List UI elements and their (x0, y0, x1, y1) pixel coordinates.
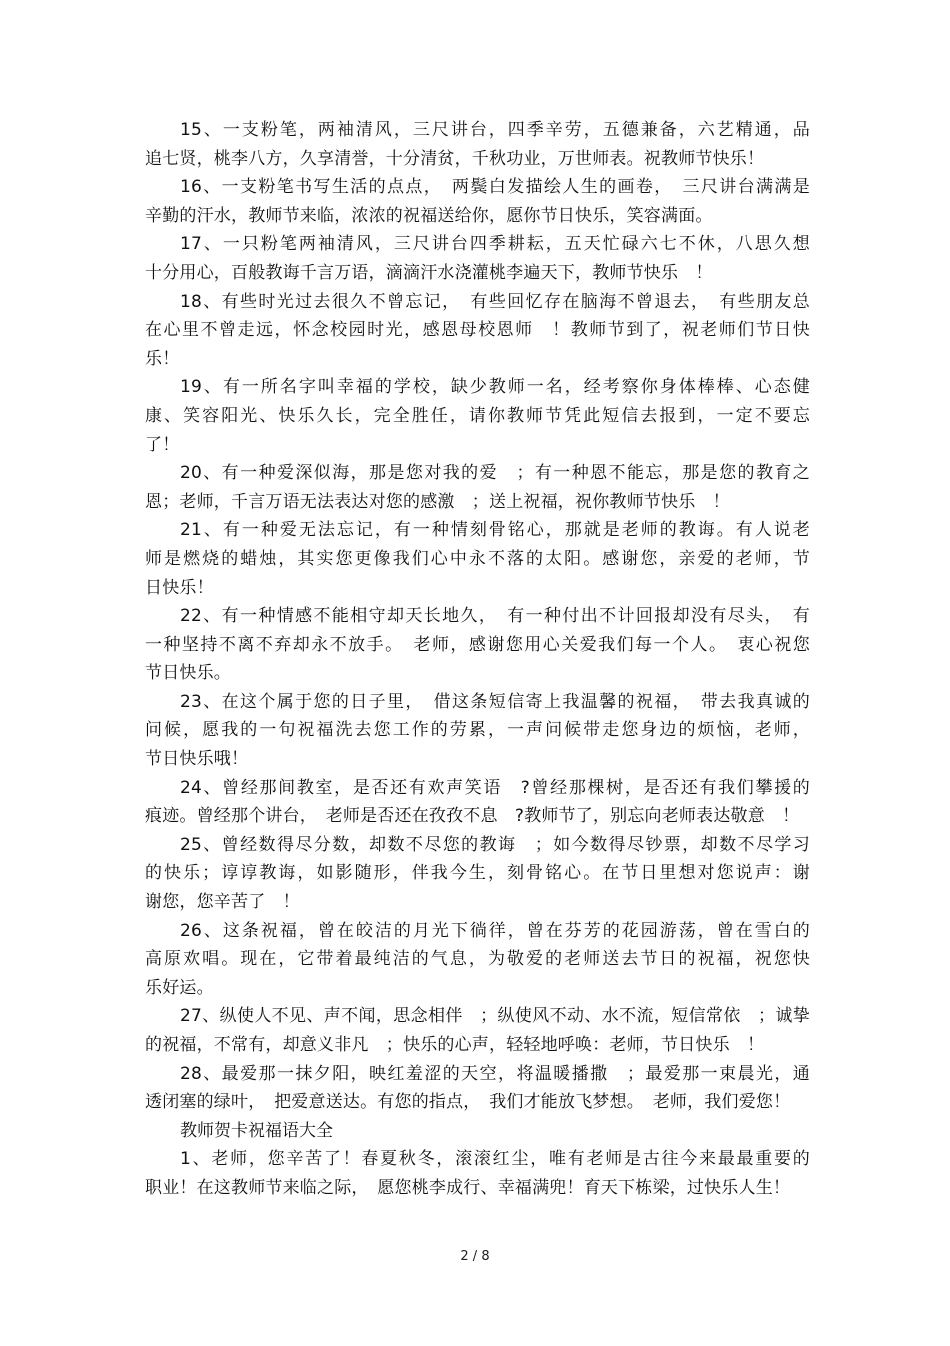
paragraph-line: 追七贤，桃李八方，久享清誉，十分清贫，千秋功业，万世师表。祝教师节快乐！ (145, 148, 765, 169)
paragraph-line: 谢您，您辛苦了 ！ (145, 892, 300, 913)
paragraph-line: 16、一支粉笔书写生活的点点， 两鬓白发描绘人生的画卷， 三尺讲台满满是 (180, 177, 810, 198)
paragraph (145, 1145, 810, 1202)
page-number: 2 / 8 (460, 1249, 490, 1264)
paragraph-line: 27、纵使人不见、声不闻，思念相伴 ；纵使风不动、水不流，短信常依 ；诚挚 (180, 1006, 810, 1027)
paragraph-line: 辛勤的汗水，教师节来临，浓浓的祝福送给你，愿你节日快乐，笑容满面。 (145, 205, 713, 226)
paragraph (145, 831, 810, 917)
paragraph-line: 17、一只粉笔两袖清风，三尺讲台四季耕耘，五天忙碌六七不休，八思久想 (180, 234, 810, 255)
paragraph-line: 了！ (145, 434, 180, 455)
paragraph-line: 康、笑容阳光、快乐久长，完全胜任，请你教师节凭此短信去报到，一定不要忘 (145, 405, 810, 426)
section-heading: 教师贺卡祝福语大全 (180, 1120, 333, 1141)
paragraph (145, 774, 810, 831)
document-body (145, 116, 810, 1203)
paragraph (145, 230, 810, 287)
paragraph-line: 高原欢唱。现在，它带着最纯洁的气息，为敬爱的老师送去节日的祝福，祝您快 (145, 949, 810, 970)
paragraph-line: 透闭塞的绿叶， 把爱意送达。有您的指点， 我们才能放飞梦想。 老师，我们爱您！ (145, 1092, 791, 1113)
paragraph-line: 十分用心，百般教诲千言万语，滴滴汗水浇灌桃李遍天下，教师节快乐 ！ (145, 262, 713, 283)
paragraph-line: 28、最爱那一抹夕阳，映红羞涩的天空，将温暖播撒 ；最爱那一束晨光，通 (180, 1063, 810, 1084)
paragraph (145, 1060, 810, 1117)
paragraph (145, 173, 810, 230)
paragraph-line: 乐好运。 (145, 977, 214, 998)
paragraph-line: 19、有一所名字叫幸福的学校，缺少教师一名，经考察你身体棒棒、心态健 (180, 377, 810, 398)
paragraph-line: 一种坚持不离不弃却永不放手。 老师，感谢您用心关爱我们每一个人。 衷心祝您 (145, 634, 810, 655)
paragraph-line: 在心里不曾走远，怀念校园时光，感恩母校恩师 ！教师节到了，祝老师们节日快 (145, 320, 810, 341)
paragraph-line: 节日快乐。 (145, 663, 231, 684)
paragraph (145, 459, 810, 516)
paragraph (145, 1002, 810, 1059)
paragraph-line: 23、在这个属于您的日子里， 借这条短信寄上我温馨的祝福， 带去我真诚的 (180, 691, 810, 712)
paragraph-line: 1、老师，您辛苦了！春夏秋冬，滚滚红尘，唯有老师是古往今来最最重要的 (180, 1149, 810, 1170)
paragraph (145, 917, 810, 1003)
paragraph-line: 节日快乐哦！ (145, 749, 249, 770)
paragraph (145, 116, 810, 173)
paragraph-line: 18、有些时光过去很久不曾忘记， 有些回忆存在脑海不曾退去， 有些朋友总 (180, 291, 810, 312)
paragraph-line: 职业！在这教师节来临之际， 愿您桃李成行、幸福满兜！育天下栋梁，过快乐人生！ (145, 1177, 791, 1198)
paragraph-line: 25、曾经数得尽分数，却数不尽您的教诲 ；如今数得尽钞票，却数不尽学习 (180, 834, 810, 855)
paragraph (145, 602, 810, 688)
paragraph (145, 688, 810, 774)
paragraph-line: 20、有一种爱深似海，那是您对我的爱 ；有一种恩不能忘，那是您的教育之 (180, 463, 810, 484)
paragraph-line: 乐！ (145, 348, 180, 369)
paragraph (145, 373, 810, 459)
paragraph-line: 日快乐！ (145, 577, 214, 598)
paragraph-line: 问候，愿我的一句祝福洗去您工作的劳累，一声问候带走您身边的烦恼，老师， (145, 720, 810, 741)
paragraph-line: 26、这条祝福，曾在皎洁的月光下徜徉，曾在芬芳的花园游荡，曾在雪白的 (180, 920, 810, 941)
paragraph-line: 的快乐；谆谆教诲，如影随形，伴我今生，刻骨铭心。在节日里想对您说声：谢 (145, 863, 810, 884)
paragraph-line: 师是燃烧的蜡烛，其实您更像我们心中永不落的太阳。感谢您，亲爱的老师，节 (145, 548, 810, 569)
paragraph-line: 的祝福，不常有，却意义非凡 ；快乐的心声，轻轻地呼唤：老师，节日快乐 ！ (145, 1035, 765, 1055)
paragraph-line: 22、有一种情感不能相守却天长地久， 有一种付出不计回报却没有尽头， 有 (180, 606, 810, 627)
paragraph (145, 288, 810, 374)
paragraph-line: 痕迹。曾经那个讲台， 老师是否还在孜孜不息 ?教师节了，别忘向老师表达敬意 ！ (145, 806, 800, 827)
paragraph (145, 516, 810, 602)
paragraph-line: 15、一支粉笔，两袖清风，三尺讲台，四季辛劳，五德兼备，六艺精通，品 (180, 120, 810, 140)
paragraph-line: 21、有一种爱无法忘记，有一种情刻骨铭心，那就是老师的教诲。有人说老 (180, 520, 810, 541)
paragraph-line: 恩；老师，千言万语无法表达对您的感激 ；送上祝福，祝你教师节快乐 ！ (145, 491, 730, 512)
paragraph-line: 24、曾经那间教室，是否还有欢声笑语 ?曾经那棵树，是否还有我们攀援的 (180, 777, 810, 798)
